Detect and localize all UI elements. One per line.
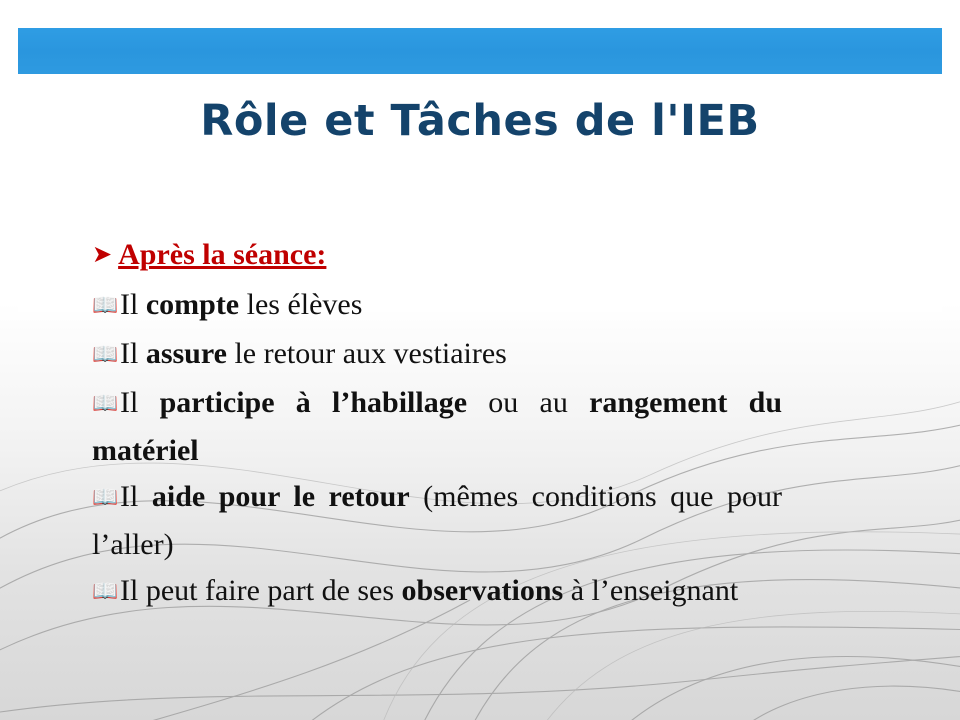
lead-text: Après la séance:	[118, 238, 327, 271]
book-bullet-icon: 📖	[92, 485, 119, 509]
list-item	[92, 474, 782, 567]
list-item-text-5: Il peut faire part de ses observations à l’enseignant	[120, 574, 739, 607]
lead-line	[92, 232, 782, 280]
title-accent-bar	[18, 28, 942, 74]
list-item	[92, 380, 782, 473]
book-bullet-icon: 📖	[92, 342, 119, 366]
list-item	[92, 331, 782, 379]
book-bullet-icon: 📖	[92, 579, 119, 603]
body-content	[92, 232, 782, 616]
page-title: Rôle et Tâches de l'IEB	[200, 96, 760, 146]
arrow-bullet-icon: ➤	[92, 242, 113, 268]
book-bullet-icon: 📖	[92, 391, 119, 415]
list-item-text-1: Il compte les élèves	[120, 288, 363, 321]
list-item-text-4: Il aide pour le retour (mêmes conditions que pour l’aller)	[92, 480, 782, 561]
list-item	[92, 568, 782, 616]
list-item	[92, 282, 782, 330]
list-item-text-2: Il assure le retour aux vestiaires	[120, 337, 507, 370]
book-bullet-icon: 📖	[92, 293, 119, 317]
list-item-text-3: Il participe à l’habillage ou au rangement du matériel	[92, 386, 782, 467]
